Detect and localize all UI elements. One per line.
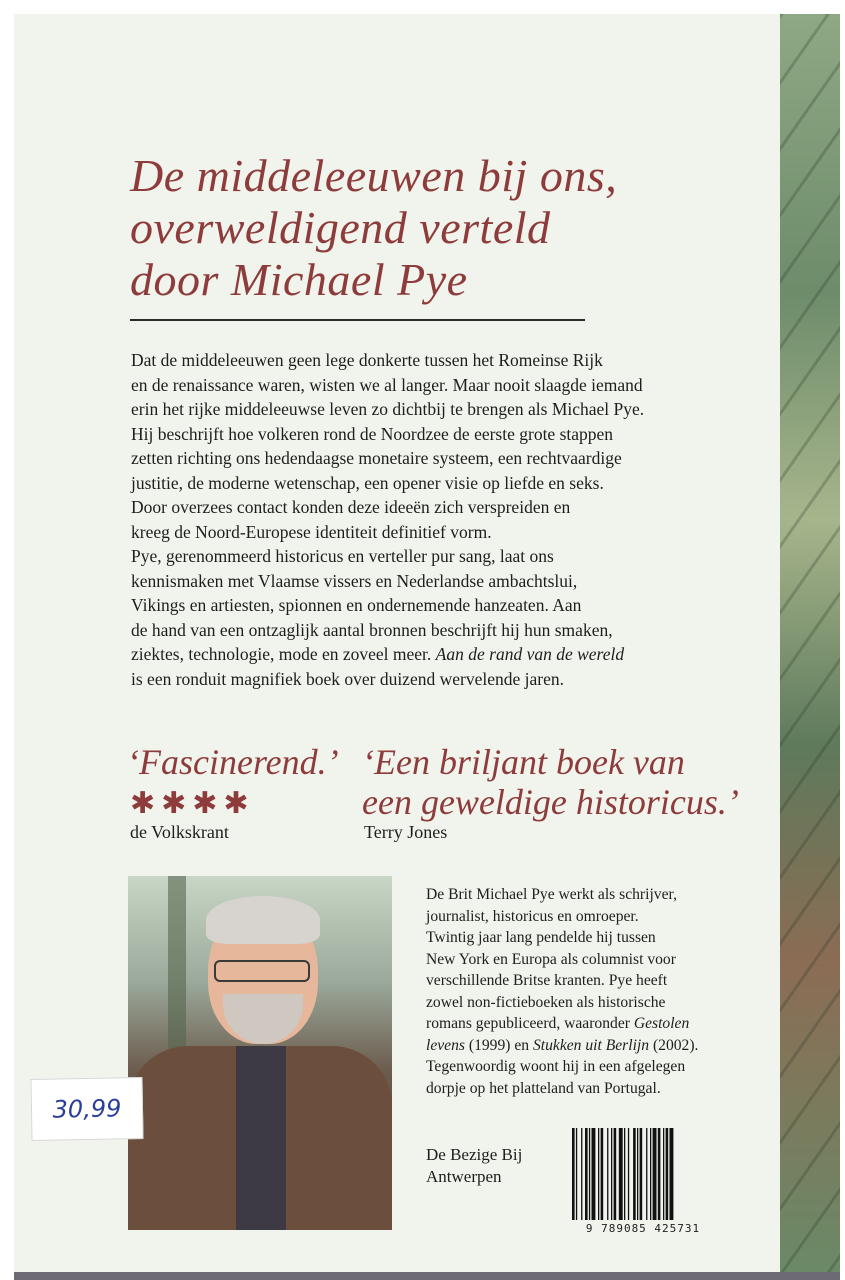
- publisher: [426, 1144, 522, 1188]
- barcode-bar: [658, 1128, 661, 1220]
- blurb-line: Door overzees contact konden deze ideeën zich verspreiden en: [131, 497, 571, 517]
- barcode-bar: [585, 1128, 588, 1220]
- barcode-bar: [650, 1128, 651, 1220]
- blurb-line: Hij beschrijft hoe volkeren rond de Noordzee de eerste grote stappen: [131, 423, 614, 444]
- bio-line: verschillende Britse kranten. Pye heeft: [426, 972, 668, 989]
- barcode-bar: [666, 1128, 669, 1220]
- blurb-line: kreeg de Noord-Europese identiteit definitief vorm.: [131, 521, 492, 542]
- barcode-bar: [601, 1128, 604, 1220]
- blurb-line: Pye, gerenommeerd historicus en verteller pur sang, laat ons: [131, 546, 554, 566]
- headline-line: overweldigend verteld: [130, 202, 551, 253]
- barcode-bar: [646, 1128, 647, 1220]
- publisher-city: Antwerpen: [426, 1167, 502, 1186]
- book-spine: [780, 14, 840, 1276]
- bio-line: Tegenwoordig woont hij in een afgelegen: [426, 1058, 686, 1075]
- price-sticker: 30,99: [30, 1077, 143, 1141]
- blurb-line: justitie, de moderne wetenschap, een opener visie op liefde en seks.: [131, 472, 604, 493]
- bio-line: New York en Europa als columnist voor: [426, 950, 676, 968]
- review-quote-terry-jones: [362, 742, 762, 822]
- barcode-bar: [576, 1128, 577, 1220]
- bio-line: romans gepubliceerd, waaronder: [426, 1015, 630, 1032]
- blurb-line: ziektes, technologie, mode en zoveel meer.: [131, 644, 432, 664]
- quote-line: een geweldige historicus.’: [362, 782, 739, 822]
- blurb-line: is een ronduit magnifiek boek over duizend wervelende jaren.: [131, 668, 564, 689]
- barcode-bar: [624, 1128, 625, 1220]
- photo-hair: [206, 896, 320, 944]
- barcode-bar: [592, 1128, 596, 1220]
- barcode-bar: [598, 1128, 599, 1220]
- barcode-bar: [653, 1128, 657, 1220]
- bio-text: (2002).: [652, 1036, 699, 1054]
- blurb-line: Dat de middeleeuwen geen lege donkerte tussen het Romeinse Rijk: [131, 350, 603, 370]
- bio-line: zowel non-fictieboeken als historische: [426, 993, 666, 1011]
- barcode-icon: [568, 1128, 718, 1220]
- review-source: de Volkskrant: [130, 822, 229, 842]
- blurb-line: de hand van een ontzaglijk aantal bronnen beschrijft hij hun smaken,: [131, 619, 613, 640]
- blurb-line-with-title: [131, 642, 731, 667]
- barcode-bar: [589, 1128, 590, 1220]
- bio-line: Twintig jaar lang pendelde hij tussen: [426, 929, 656, 946]
- barcode-bar: [640, 1128, 643, 1220]
- book-title-italic: levens: [426, 1036, 465, 1054]
- barcode-bar: [572, 1128, 575, 1220]
- headline-line: door Michael Pye: [130, 254, 468, 305]
- bio-text: (1999) en: [468, 1036, 530, 1054]
- barcode-bar: [607, 1128, 608, 1220]
- photo-glasses: [214, 960, 310, 982]
- barcode-bar: [663, 1128, 664, 1220]
- blurb: [131, 348, 731, 691]
- barcode-bar: [670, 1128, 674, 1220]
- bio-line-with-titles: [426, 1035, 756, 1057]
- headline: [130, 150, 750, 306]
- star-rating: ✱✱✱✱: [130, 786, 255, 821]
- review-source: Terry Jones: [364, 822, 448, 842]
- barcode-bar: [633, 1128, 636, 1220]
- barcode-bar: [637, 1128, 638, 1220]
- bio-line: dorpje op het platteland van Portugal.: [426, 1079, 661, 1097]
- headline-line: De middeleeuwen bij ons,: [130, 150, 618, 201]
- barcode-bar: [628, 1128, 629, 1220]
- blurb-line: en de renaissance waren, wisten we al langer. Maar nooit slaagde iemand: [131, 374, 643, 395]
- bio-line: De Brit Michael Pye werkt als schrijver,: [426, 886, 677, 903]
- blurb-line: kennismaken met Vlaamse vissers en Nederlandse ambachtslui,: [131, 570, 578, 591]
- blurb-line: Vikings en artiesten, spionnen en ondernemende hanzeaten. Aan: [131, 595, 582, 615]
- book-title-italic: Aan de rand van de wereld: [435, 644, 625, 664]
- isbn-number: 9 789085 425731: [585, 1222, 701, 1235]
- publisher-name: De Bezige Bij: [426, 1145, 523, 1164]
- author-bio: [426, 884, 756, 1099]
- review-quote-volkskrant: ‘Fascinerend.’: [127, 742, 339, 782]
- barcode-bar: [611, 1128, 612, 1220]
- bio-line: journalist, historicus en omroeper.: [426, 907, 639, 925]
- book-title-italic: Gestolen: [633, 1015, 690, 1032]
- book-bottom-edge: [14, 1272, 840, 1280]
- quote-line: ‘Een briljant boek van: [362, 742, 685, 782]
- barcode-bar: [614, 1128, 617, 1220]
- author-photo: [128, 876, 392, 1230]
- photo-shirt: [236, 1046, 286, 1230]
- divider-rule: [130, 319, 585, 321]
- barcode-bar: [581, 1128, 582, 1220]
- barcode-bar: [619, 1128, 623, 1220]
- bio-line-with-title: [426, 1013, 756, 1035]
- blurb-line: erin het rijke middeleeuwse leven zo dichtbij te brengen als Michael Pye.: [131, 399, 645, 419]
- book-title-italic: Stukken uit Berlijn: [532, 1036, 650, 1054]
- blurb-line: zetten richting ons hedendaagse monetaire systeem, een rechtvaardige: [131, 448, 622, 468]
